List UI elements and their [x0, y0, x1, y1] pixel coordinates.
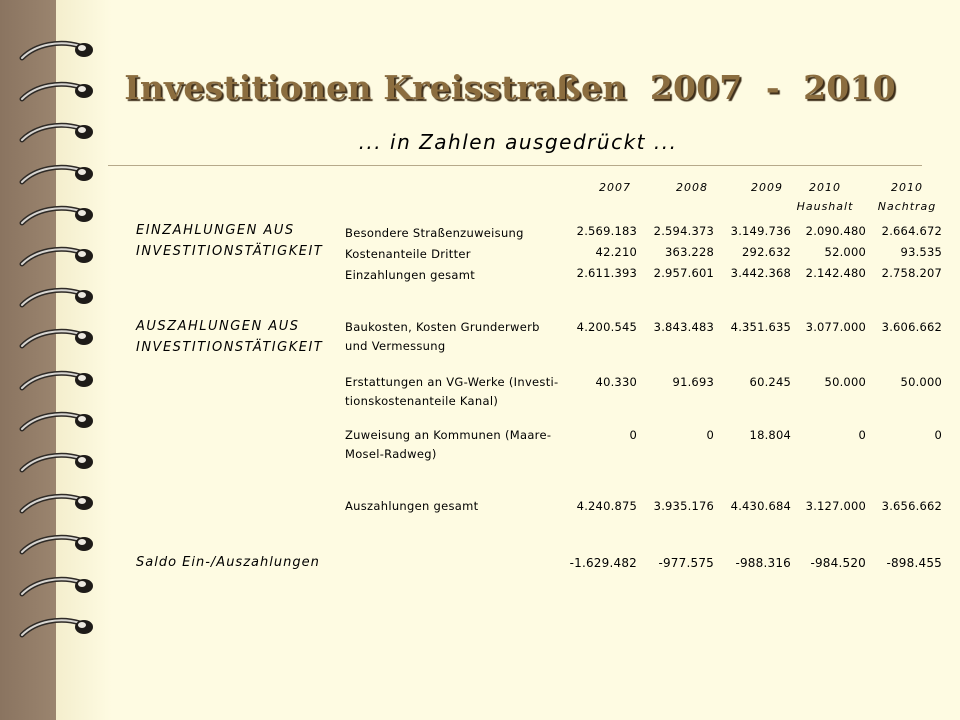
saldo-value: -988.316: [735, 556, 791, 570]
row-label-zuweisung-kommunen: Zuweisung an Kommunen (Maare- Mosel-Radweg): [345, 428, 552, 461]
row-label-auszahlungen-gesamt: Auszahlungen gesamt: [345, 499, 479, 513]
saldo-value: -898.455: [886, 556, 942, 570]
cell-value: 60.245: [749, 375, 791, 389]
column-header-nachtrag: Nachtrag: [877, 200, 937, 213]
spiral-ring: [16, 491, 96, 519]
spiral-ring: [16, 285, 96, 313]
cell-value: 3.656.662: [881, 499, 942, 513]
section-heading-auszahlungen-line2: INVESTITIONSTÄTIGKEIT: [136, 340, 324, 355]
cell-value: 2.611.393: [576, 266, 637, 280]
spiral-ring: [16, 203, 96, 231]
cell-value: 0: [858, 428, 866, 442]
saldo-value: -977.575: [658, 556, 714, 570]
cell-value: 4.200.545: [576, 320, 637, 334]
spiral-ring: [16, 615, 96, 643]
cell-value: 3.606.662: [881, 320, 942, 334]
cell-value: 2.142.480: [805, 266, 866, 280]
cell-value: 4.351.635: [730, 320, 791, 334]
column-header-2010-nachtrag-year: 2010: [891, 181, 923, 194]
column-header-haushalt: Haushalt: [796, 200, 854, 213]
cell-value: 2.957.601: [653, 266, 714, 280]
spiral-ring: [16, 450, 96, 478]
cell-value: 4.430.684: [730, 499, 791, 513]
spiral-ring: [16, 38, 96, 66]
cell-value: 0: [934, 428, 942, 442]
saldo-label: Saldo Ein-/Auszahlungen: [136, 555, 320, 570]
cell-value: 3.127.000: [805, 499, 866, 513]
cell-value: 91.693: [672, 375, 714, 389]
saldo-value: -1.629.482: [569, 556, 637, 570]
cell-value: 363.228: [665, 245, 714, 259]
cell-value: 3.935.176: [653, 499, 714, 513]
spiral-ring: [16, 162, 96, 190]
cell-value: 4.240.875: [576, 499, 637, 513]
cell-value: 3.149.736: [730, 224, 791, 238]
column-header-2008: 2008: [676, 181, 708, 194]
spiral-ring: [16, 574, 96, 602]
spiral-ring: [16, 409, 96, 437]
cell-value: 2.569.183: [576, 224, 637, 238]
cell-value: 93.535: [900, 245, 942, 259]
cell-value: 52.000: [824, 245, 866, 259]
row-label-strassenzuweisung: Besondere Straßenzuweisung: [345, 226, 524, 240]
column-header-2009: 2009: [751, 181, 783, 194]
page-title: Investitionen Kreisstraßen 2007 - 2010: [124, 68, 896, 107]
cell-value: 42.210: [595, 245, 637, 259]
section-heading-auszahlungen-line1: AUSZAHLUNGEN AUS: [136, 319, 300, 334]
spiral-ring: [16, 532, 96, 560]
cell-value: 3.843.483: [653, 320, 714, 334]
spiral-ring: [16, 244, 96, 272]
cell-value: 0: [629, 428, 637, 442]
spiral-ring: [16, 326, 96, 354]
section-heading-einzahlungen-line2: INVESTITIONSTÄTIGKEIT: [136, 244, 324, 259]
cell-value: 2.594.373: [653, 224, 714, 238]
cell-value: 50.000: [900, 375, 942, 389]
paper-edge: [56, 0, 112, 720]
saldo-value: -984.520: [810, 556, 866, 570]
cell-value: 3.442.368: [730, 266, 791, 280]
cell-value: 18.804: [749, 428, 791, 442]
cell-value: 0: [706, 428, 714, 442]
cell-value: 2.090.480: [805, 224, 866, 238]
cell-value: 2.758.207: [881, 266, 942, 280]
row-label-baukosten: Baukosten, Kosten Grunderwerb und Vermessung: [345, 320, 540, 353]
cell-value: 292.632: [742, 245, 791, 259]
cell-value: 3.077.000: [805, 320, 866, 334]
cell-value: 2.664.672: [881, 224, 942, 238]
column-header-2007: 2007: [599, 181, 631, 194]
row-label-erstattungen: Erstattungen an VG-Werke (Investi- tionskostenanteile Kanal): [345, 375, 559, 408]
cell-value: 40.330: [595, 375, 637, 389]
row-label-einzahlungen-gesamt: Einzahlungen gesamt: [345, 268, 476, 282]
row-label-kostenanteile: Kostenanteile Dritter: [345, 247, 471, 261]
divider: [108, 165, 922, 166]
section-heading-einzahlungen-line1: EINZAHLUNGEN AUS: [136, 223, 295, 238]
cell-value: 50.000: [824, 375, 866, 389]
spiral-ring: [16, 368, 96, 396]
column-header-2010-haushalt-year: 2010: [809, 181, 841, 194]
page-subtitle: ... in Zahlen ausgedrückt ...: [358, 130, 678, 154]
